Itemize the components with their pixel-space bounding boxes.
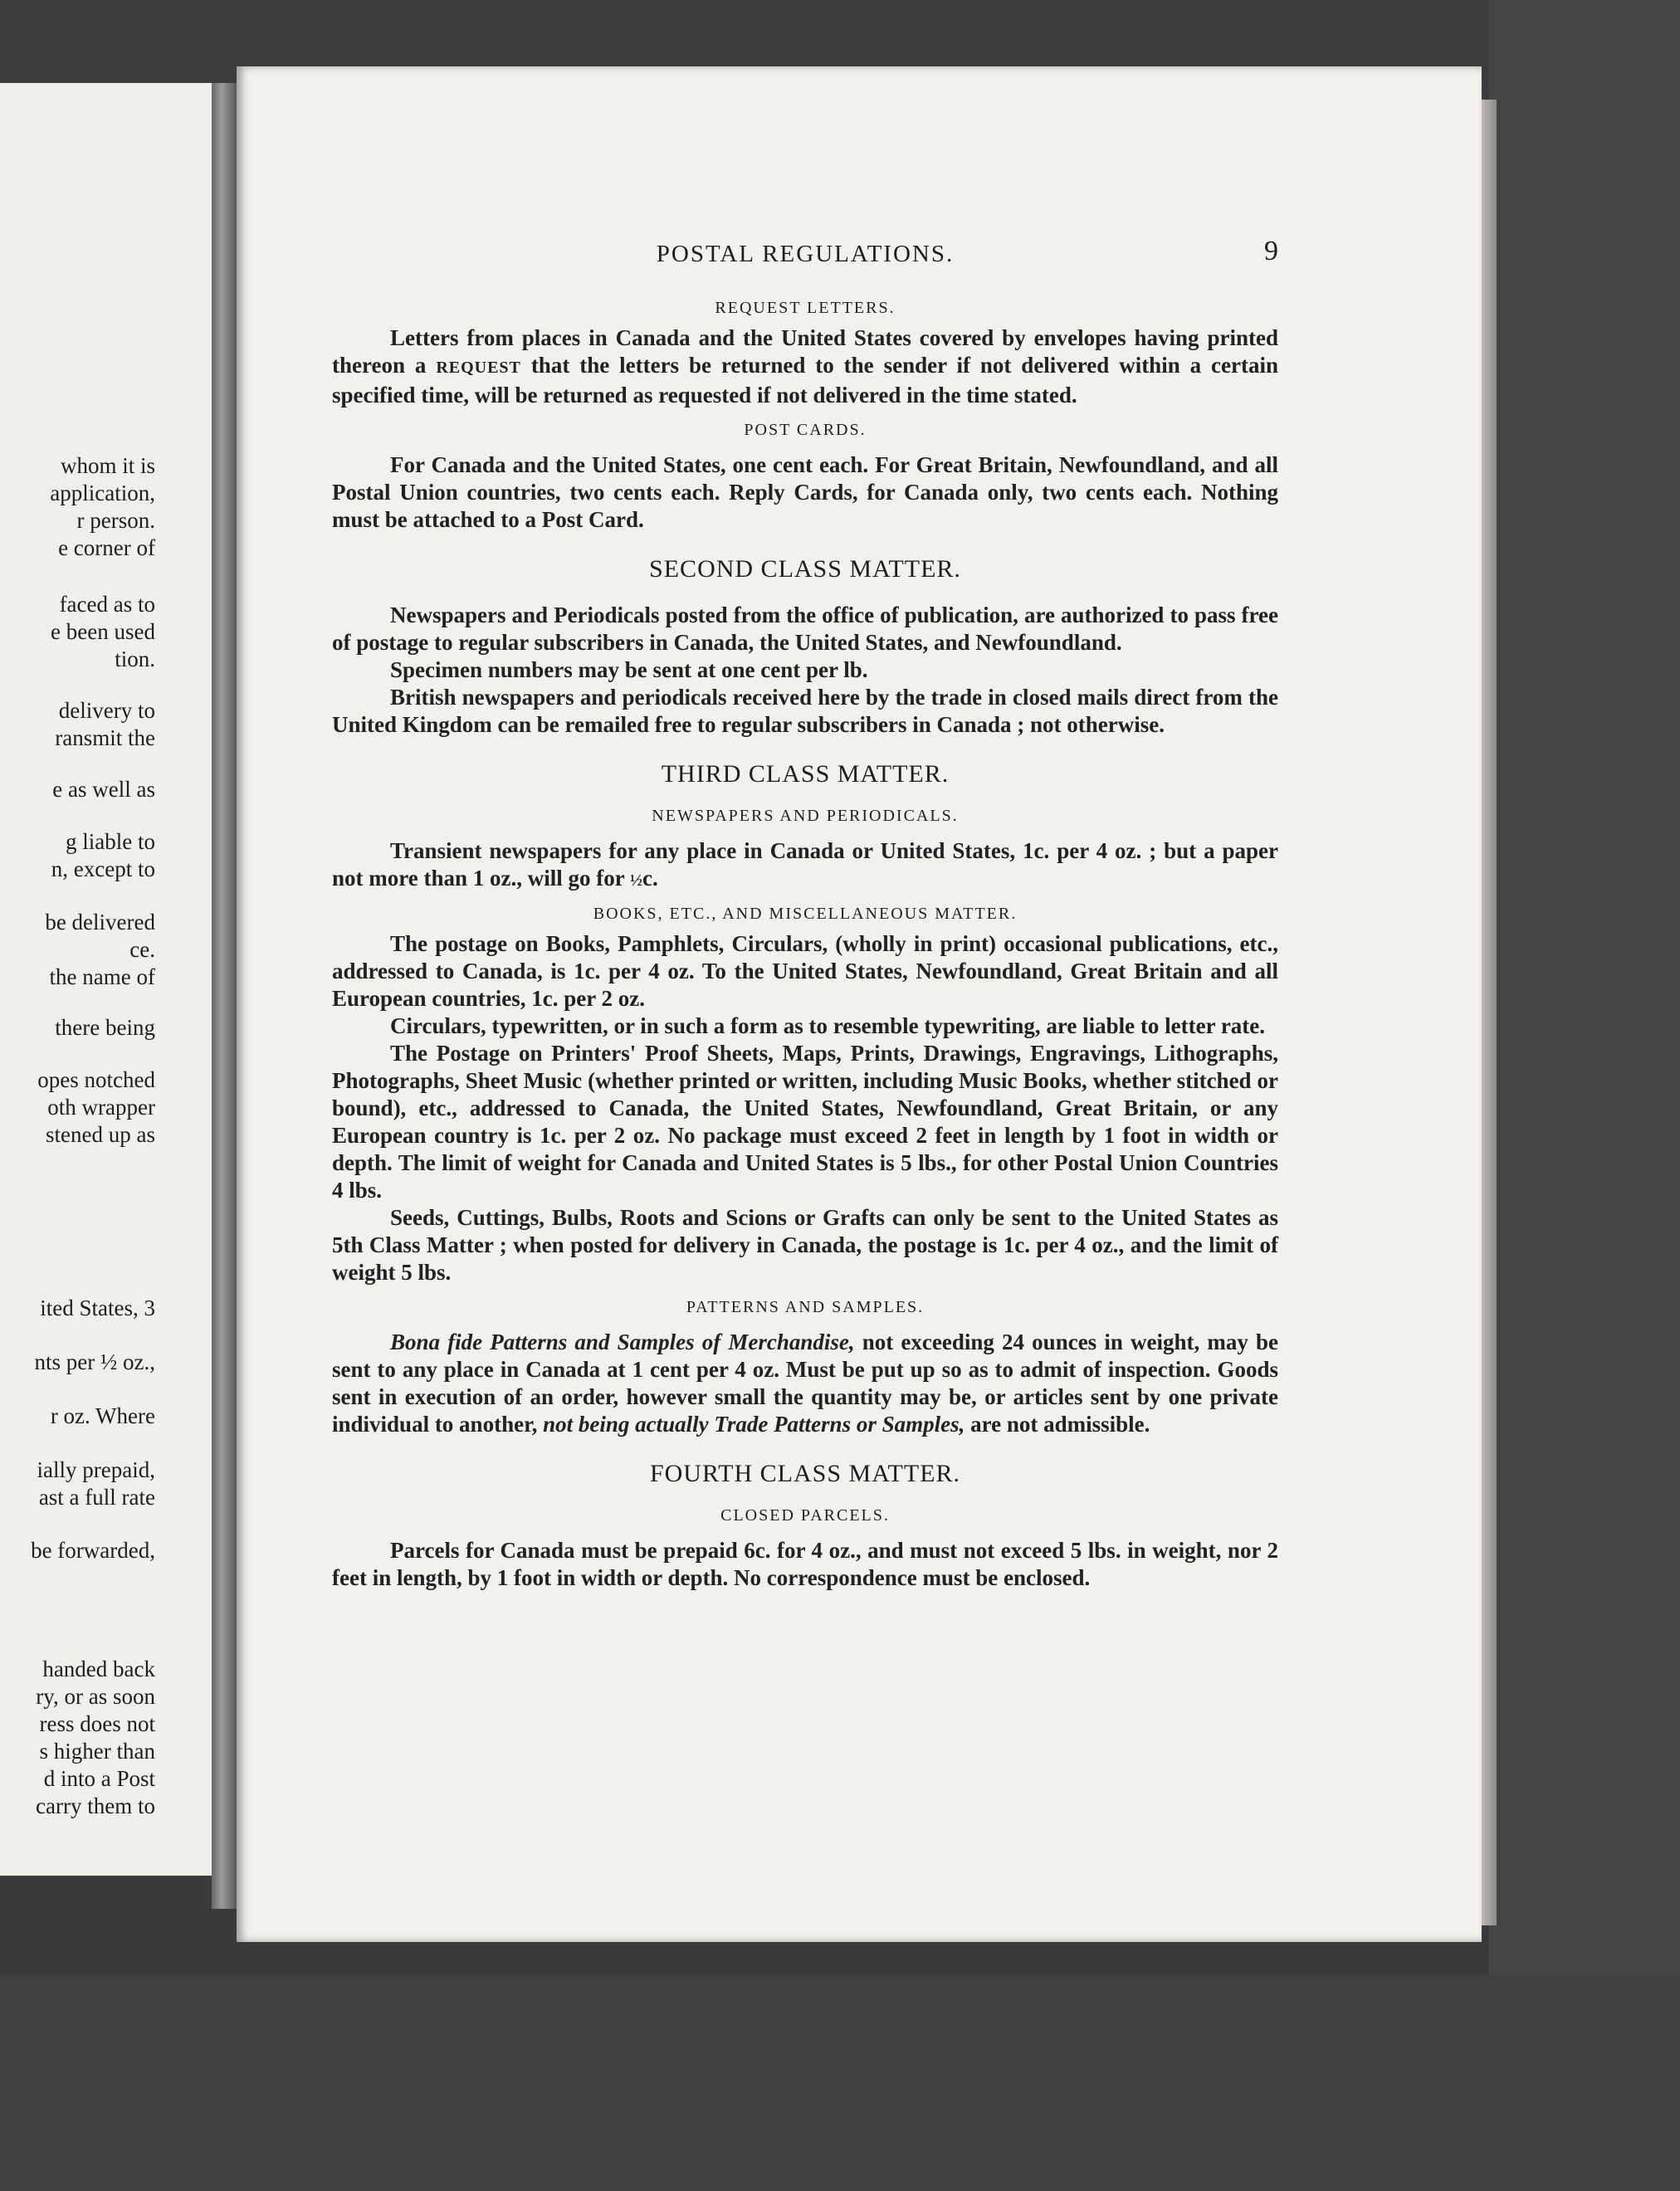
facing-page-line: ransmit the bbox=[55, 725, 155, 750]
facing-page-line: ce. bbox=[129, 937, 155, 962]
running-head bbox=[332, 236, 1278, 290]
page-edge bbox=[1482, 100, 1497, 1925]
facing-page bbox=[0, 83, 212, 1876]
books-paragraph-2: Circulars, typewritten, or in such a form as to resemble typewriting, are liable to letter rate. bbox=[390, 1013, 1266, 1038]
closed-parcels-paragraph: Parcels for Canada must be prepaid 6c. for 4 oz., and must not exceed 5 lbs. in weight, nor 2 feet in length, by 1 foot in width or depth. No correspondence must be enclosed. bbox=[332, 1538, 1278, 1590]
facing-page-line: tion. bbox=[115, 647, 155, 671]
second-class-heading: SECOND CLASS MATTER. bbox=[649, 555, 961, 583]
facing-page-line: ry, or as soon bbox=[36, 1684, 155, 1709]
newspapers-paragraph bbox=[332, 837, 1278, 895]
request-letters-text-b: that the letters be returned to the sender if not delivered within a certain specified time, will be returned as requested if not delivered in the time stated. bbox=[332, 353, 1278, 407]
facing-page-line: be forwarded, bbox=[31, 1538, 155, 1563]
facing-page-line: ress does not bbox=[39, 1711, 155, 1736]
page-number: 9 bbox=[1264, 236, 1278, 266]
patterns-text-a: not exceeding 24 ounces in weight, may be sent to any place in Canada at 1 cent per 4 oz. Must be put up so as to admit of inspection. Goods sent in execution of an order, however small the quantity may be, or articles sent by one private individual to another, bbox=[332, 1330, 1278, 1437]
request-letters-heading: REQUEST LETTERS. bbox=[715, 299, 896, 317]
facing-page-line: the name of bbox=[49, 964, 155, 989]
facing-page-line: ast a full rate bbox=[38, 1485, 155, 1510]
second-class-paragraph-2: Specimen numbers may be sent at one cent per lb. bbox=[390, 657, 868, 682]
newspapers-text-a: Transient newspapers for any place in Canada or United States, 1c. per 4 oz. ; but a paper not more than 1 oz., will go for bbox=[332, 838, 1278, 891]
books-paragraph-3: The Postage on Printers' Proof Sheets, Maps, Prints, Drawings, Engravings, Lithographs, Photographs, Sheet Music (whether printed or written, including Music Books, whether stitched or bound), etc., addressed to Canada, the United States, Newfoundland, Great Britain, or any European country is 1c. per 2 oz. No package must exceed 2 feet in length by 1 foot in width or depth. The limit of weight for Canada and United States is 5 lbs., for other Postal Union Countries 4 lbs. bbox=[332, 1041, 1278, 1203]
facing-page-line: be delivered bbox=[45, 910, 155, 934]
facing-page-line: there being bbox=[55, 1015, 155, 1040]
books-paragraph-1: The postage on Books, Pamphlets, Circulars, (wholly in print) occasional publications, etc., addressed to Canada, is 1c. per 4 oz. To the United States, Newfoundland, Great Britain and all European countries, 1c. per 2 oz. bbox=[332, 931, 1278, 1011]
half-fraction: ½ bbox=[629, 871, 642, 890]
facing-page-line: delivery to bbox=[58, 698, 155, 723]
patterns-text-b: are not admissible. bbox=[965, 1412, 1150, 1437]
patterns-samples-heading: PATTERNS AND SAMPLES. bbox=[686, 1298, 925, 1316]
books-misc-heading: BOOKS, ETC., AND MISCELLANEOUS MATTER. bbox=[593, 905, 1018, 923]
facing-page-line: application, bbox=[50, 481, 155, 505]
facing-page-line: ially prepaid, bbox=[37, 1457, 155, 1482]
facing-page-line: s higher than bbox=[39, 1739, 155, 1764]
facing-page-line: whom it is bbox=[60, 453, 155, 478]
scan-background-right bbox=[1489, 0, 1680, 2191]
book-gutter bbox=[212, 83, 237, 1909]
patterns-paragraph bbox=[332, 1329, 1278, 1438]
second-class-paragraph-1: Newspapers and Periodicals posted from the office of publication, are authorized to pass free of postage to regular subscribers in Canada, the United States, and Newfoundland. bbox=[332, 603, 1278, 655]
facing-page-line: d into a Post bbox=[43, 1766, 155, 1791]
facing-page-line: faced as to bbox=[59, 592, 155, 617]
request-letters-paragraph bbox=[332, 325, 1278, 409]
facing-page-line: handed back bbox=[42, 1657, 155, 1681]
page-content bbox=[332, 236, 1278, 1592]
second-class-paragraph-3: British newspapers and periodicals received here by the trade in closed mails direct from the United Kingdom can be remailed free to regular subscribers in Canada ; not otherwise. bbox=[332, 685, 1278, 737]
facing-page-line: r oz. Where bbox=[50, 1403, 155, 1428]
facing-page-line: stened up as bbox=[46, 1122, 155, 1147]
scan-background-bottom bbox=[0, 1975, 1680, 2191]
facing-page-line: nts per ½ oz., bbox=[34, 1349, 155, 1374]
newspapers-periodicals-heading: NEWSPAPERS AND PERIODICALS. bbox=[652, 807, 959, 825]
facing-page-line: g liable to bbox=[66, 829, 155, 854]
bona-fide-italic: Bona fide Patterns and Samples of Merchandise, bbox=[390, 1330, 855, 1354]
request-letters-text-a: Letters from places in Canada and the United States covered by envelopes having printed thereon a bbox=[332, 325, 1278, 378]
facing-page-line: carry them to bbox=[36, 1793, 155, 1818]
post-cards-heading: POST CARDS. bbox=[744, 421, 867, 439]
third-class-heading: THIRD CLASS MATTER. bbox=[661, 760, 950, 788]
facing-page-line: ited States, 3 bbox=[40, 1296, 155, 1320]
document-page bbox=[237, 66, 1482, 1942]
closed-parcels-heading: CLOSED PARCELS. bbox=[720, 1506, 890, 1525]
fourth-class-heading: FOURTH CLASS MATTER. bbox=[649, 1460, 961, 1487]
running-title: POSTAL REGULATIONS. bbox=[656, 241, 955, 267]
facing-page-line: oth wrapper bbox=[47, 1095, 155, 1120]
newspapers-text-b: c. bbox=[642, 866, 658, 891]
facing-page-line: e been used bbox=[51, 619, 155, 644]
facing-page-line: e corner of bbox=[58, 535, 155, 560]
request-keyword: REQUEST bbox=[436, 359, 521, 377]
books-paragraph-4: Seeds, Cuttings, Bulbs, Roots and Scions or Grafts can only be sent to the United States as 5th Class Matter ; when posted for delivery in Canada, the postage is 1c. per 4 oz., and the limit of weight 5 lbs. bbox=[332, 1205, 1278, 1285]
facing-page-line: r person. bbox=[76, 508, 155, 533]
not-trade-italic: not being actually Trade Patterns or Samples, bbox=[543, 1412, 965, 1437]
facing-page-line: e as well as bbox=[52, 777, 155, 802]
post-cards-paragraph: For Canada and the United States, one cent each. For Great Britain, Newfoundland, and all Postal Union countries, two cents each. Reply Cards, for Canada only, two cents each. Nothing must be attached to a Post Card. bbox=[332, 452, 1278, 532]
facing-page-line: opes notched bbox=[37, 1067, 155, 1092]
facing-page-line: n, except to bbox=[51, 856, 155, 881]
